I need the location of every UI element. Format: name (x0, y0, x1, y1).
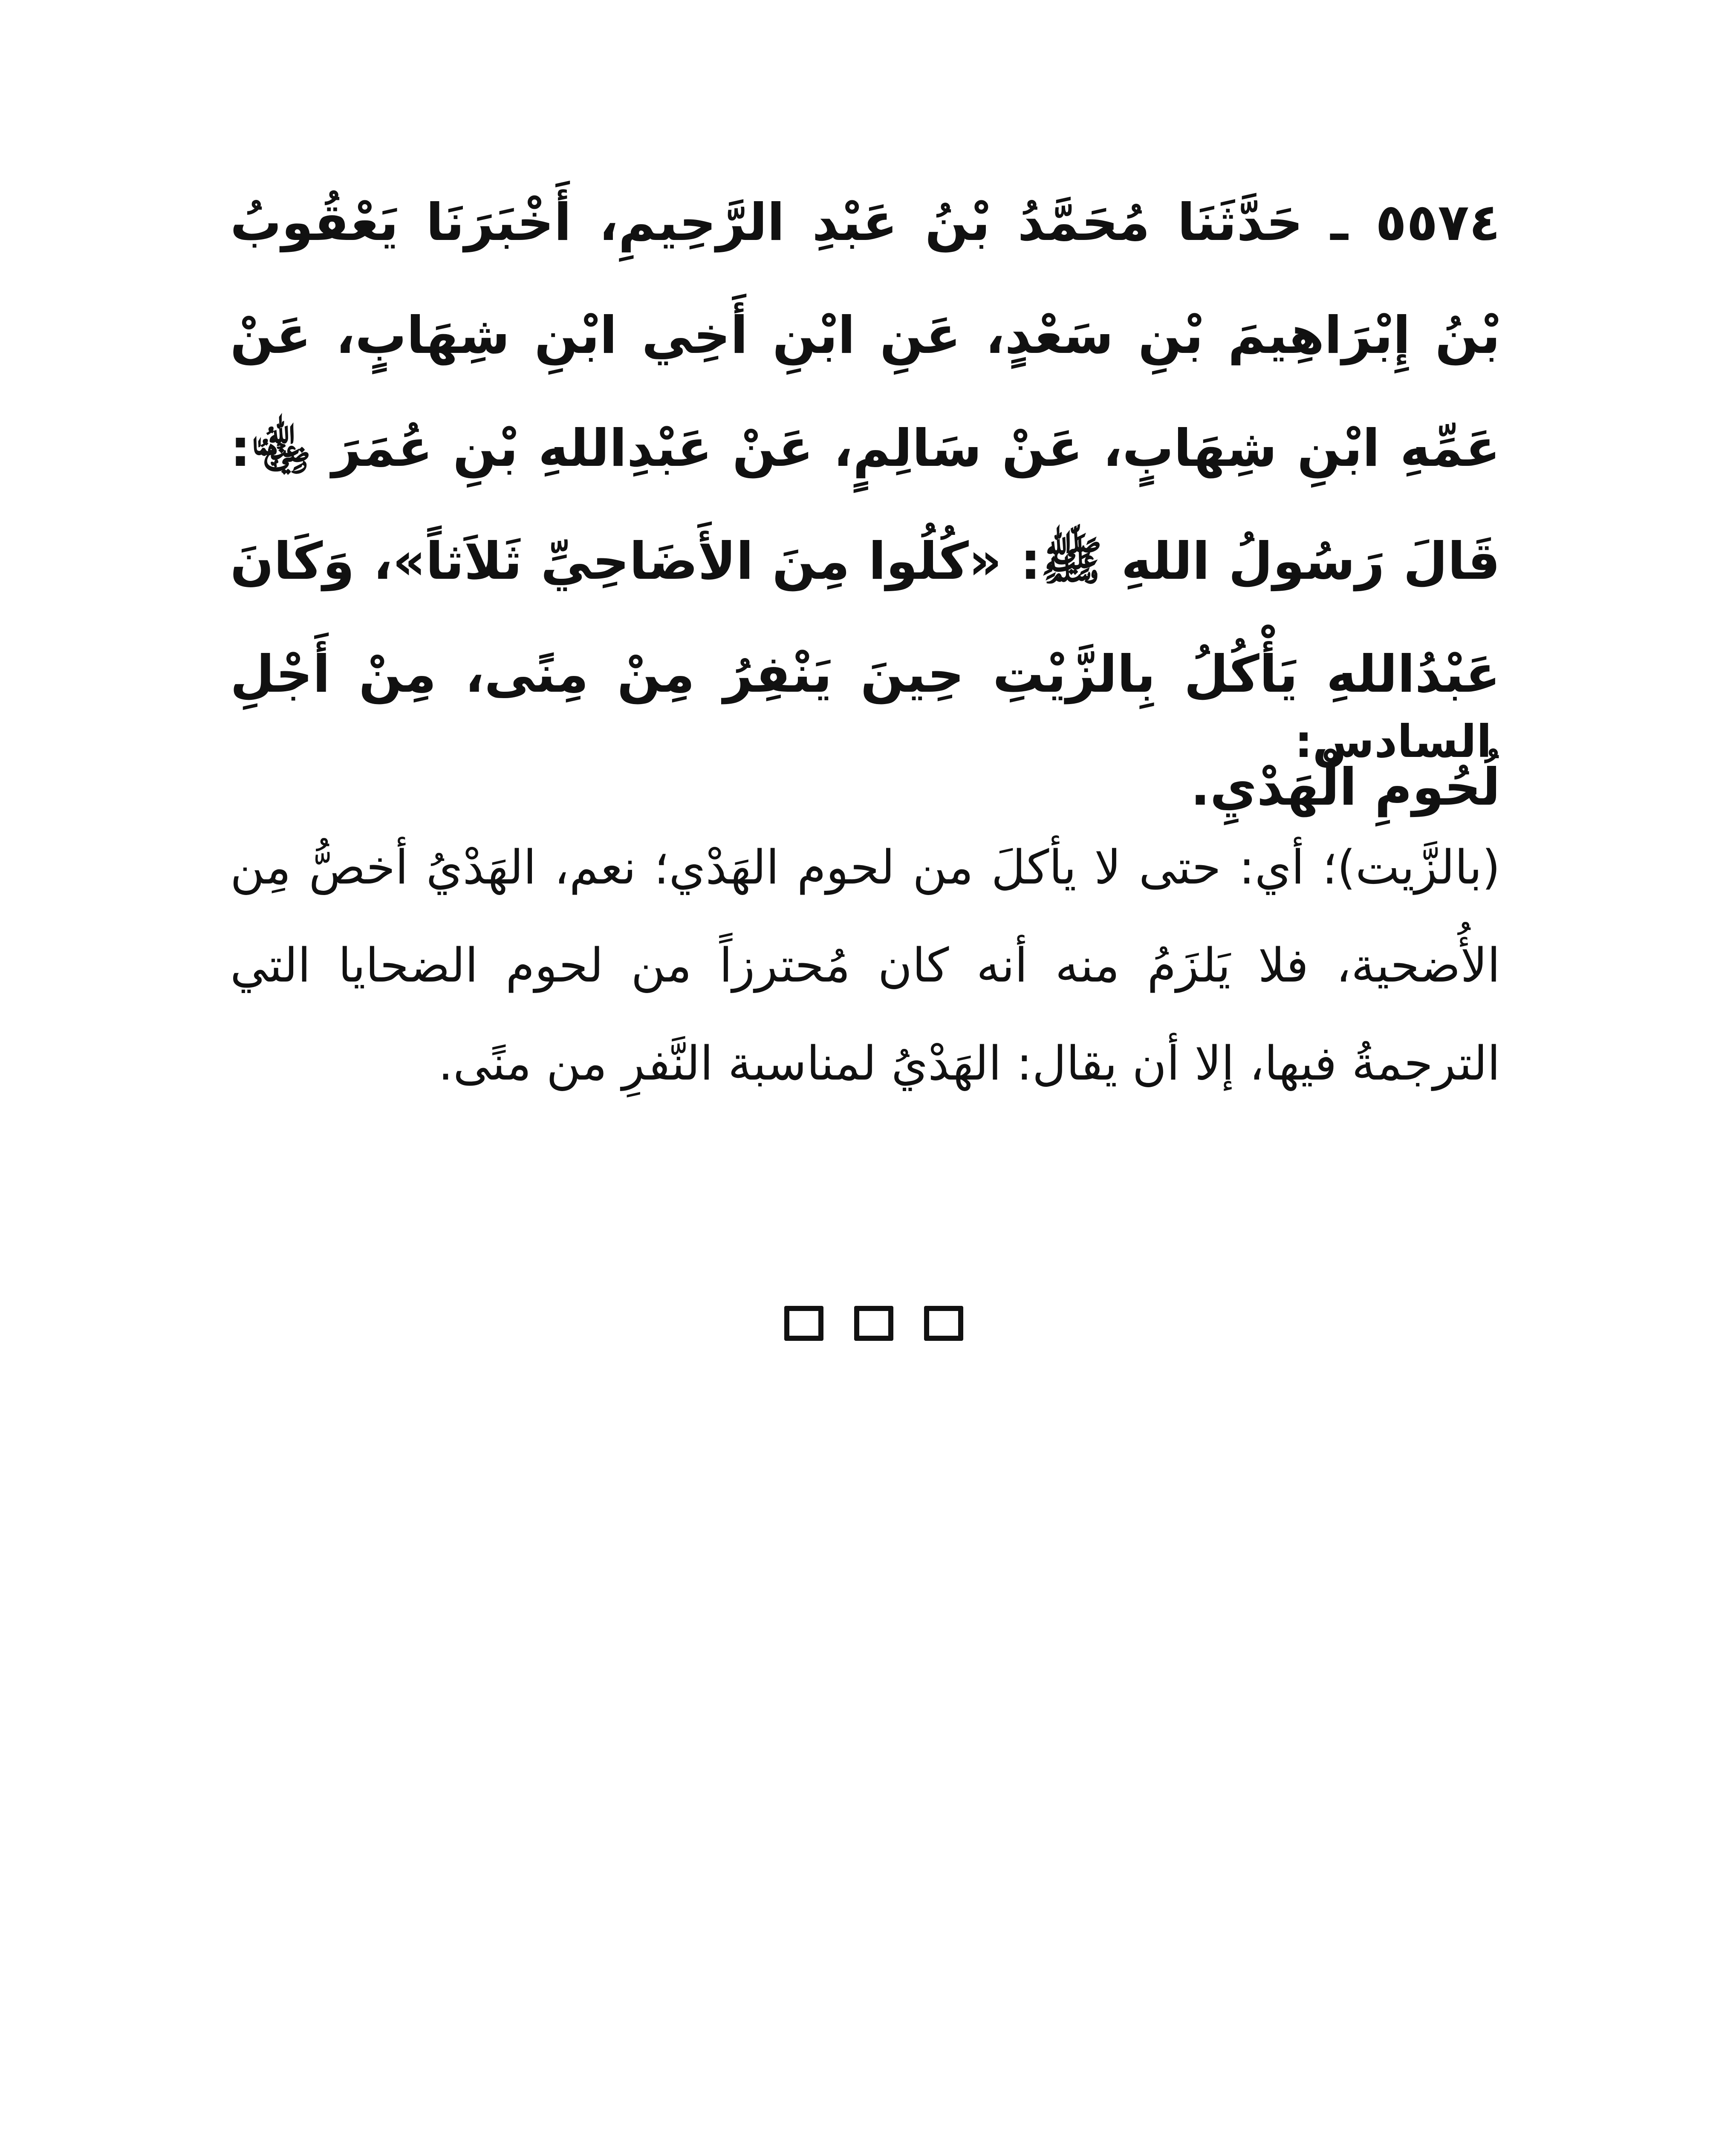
separator-square-icon (854, 1306, 893, 1341)
separator-square-icon (784, 1306, 823, 1341)
hadith-paragraph: ٥٥٧٤ ـ حَدَّثَنَا مُحَمَّدُ بْنُ عَبْدِ الرَّحِيمِ، أَخْبَرَنَا يَعْقُوبُ بْنُ إِبْرَاهِيمَ بْنِ سَعْدٍ، عَنِ ابْنِ أَخِي ابْنِ شِهَابٍ، عَنْ عَمِّهِ ابْنِ شِهَابٍ، عَنْ سَالِمٍ، عَنْ عَبْدِاللهِ بْنِ عُمَرَ ﵄: قَالَ رَسُولُ اللهِ ﷺ: «كُلُوا مِنَ الأَضَاحِيِّ ثَلاَثاً»، وَكَانَ عَبْدُاللهِ يَأْكُلُ بِالزَّيْتِ حِينَ يَنْفِرُ مِنْ مِنًى، مِنْ أَجْلِ لُحُومِ الْهَدْيِ. (230, 193, 1500, 817)
section-separator (784, 1304, 963, 1343)
commentary-paragraph: (بالزَّيت)؛ أي: حتى لا يأكلَ من لحوم الهَدْي؛ نعم، الهَدْيُ أخصُّ مِن الأُضحية، فلا يَلزَمُ منه أنه كان مُحترزاً من لحوم الضحايا التي الترجمةُ فيها، إلا أن يقال: الهَدْيُ لمناسبة النَّفرِ من منًى. (230, 840, 1500, 1091)
separator-square-icon (924, 1306, 963, 1341)
commentary-heading: السادس: (1294, 716, 1492, 768)
